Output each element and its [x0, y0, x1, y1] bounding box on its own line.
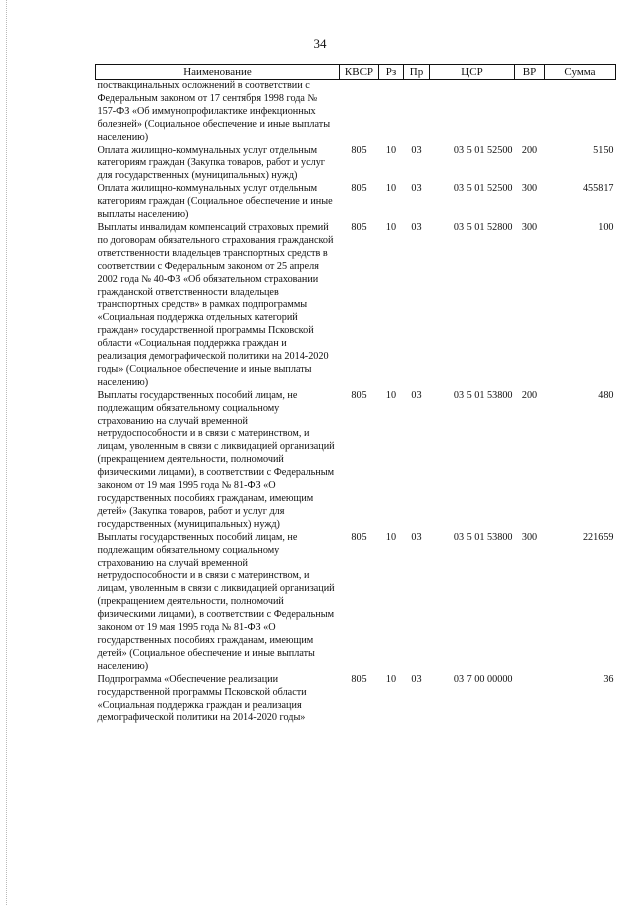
table-row [96, 80, 616, 145]
budget-table [95, 64, 616, 725]
row-csr: 03 5 01 53800 [453, 389, 513, 401]
row-name: Оплата жилищно-коммунальных услуг отдельным категориям граждан (Закупка товаров, работ и услуг для государственных (муниципальных) нужд) [97, 144, 325, 182]
row-pr: 03 [411, 673, 422, 685]
header-sum: Сумма [545, 65, 616, 80]
row-kvsr: 805 [351, 144, 367, 156]
row-rz [379, 80, 404, 145]
row-kvsr: 805 [351, 183, 367, 195]
row-sum: 5150 [593, 144, 614, 156]
scan-edge-line [6, 0, 7, 905]
row-csr: 03 7 00 00000 [453, 673, 513, 685]
row-kvsr [340, 80, 379, 145]
row-vr: 300 [521, 221, 538, 233]
row-rz: 10 [385, 221, 397, 233]
row-sum: 100 [598, 221, 614, 233]
row-pr: 03 [411, 389, 422, 401]
header-name: Наименование [96, 65, 340, 80]
header-vr: ВР [515, 65, 545, 80]
table-row [96, 183, 616, 222]
row-rz: 10 [385, 531, 397, 543]
table-row [96, 674, 616, 726]
page-number: 34 [313, 36, 327, 51]
row-rz: 10 [385, 183, 397, 195]
row-vr: 200 [521, 389, 538, 401]
row-sum: 36 [603, 673, 614, 685]
row-kvsr: 805 [351, 389, 367, 401]
header-kvsr: КВСР [340, 65, 379, 80]
table-row [96, 390, 616, 532]
row-vr: 300 [521, 183, 538, 195]
row-vr: 300 [521, 531, 538, 543]
row-csr: 03 5 01 52500 [453, 183, 513, 195]
row-vr [515, 80, 545, 145]
row-pr: 03 [411, 144, 422, 156]
row-vr: 200 [521, 144, 538, 156]
header-pr: Пр [404, 65, 430, 80]
table-row [96, 222, 616, 390]
row-rz: 10 [385, 389, 397, 401]
row-pr: 03 [411, 531, 422, 543]
row-name: Подпрограмма «Обеспечение реализации государственной программы Псковской области «Социальная поддержка граждан и реализация демографической политики на 2014-2020 годы» [97, 673, 307, 724]
row-sum [545, 80, 616, 145]
row-rz: 10 [385, 144, 397, 156]
header-rz: Рз [379, 65, 404, 80]
row-csr: 03 5 01 52500 [453, 144, 513, 156]
row-name: Выплаты государственных пособий лицам, не подлежащим обязательному социальному страхованию на случай временной нетрудоспособности и в связи с материнством, и лицам, уволенным в связи с ликвидацией организаций (прекращением деятельности, полномочий физическими лицами), в соответствии с Федеральным законом от 19 мая 1995 года № 81-ФЗ «О государственных пособиях гражданам, имеющим детей» (Социальное обеспечение и иные выплаты населению) [97, 531, 335, 672]
table-header-row [96, 65, 616, 80]
table-row [96, 532, 616, 674]
row-csr [430, 80, 515, 145]
row-rz: 10 [385, 673, 397, 685]
row-pr [404, 80, 430, 145]
row-name: Выплаты инвалидам компенсаций страховых премий по договорам обязательного страхования гражданской ответственности владельцев транспортных средств в соответствии с Федеральным законом от 25 апреля 2002 года № 40-ФЗ «Об обязательном страховании гражданской ответственности владельцев транспортных средств» в рамках подпрограммы «Социальная поддержка отдельных категорий граждан» государственной программы Псковской области «Социальная поддержка граждан и реализация демографической политики на 2014-2020 годы» (Социальное обеспечение и иные выплаты населению) [97, 221, 334, 388]
row-kvsr: 805 [351, 221, 367, 233]
row-name: Выплаты государственных пособий лицам, не подлежащим обязательному социальному страхованию на случай временной нетрудоспособности и в связи с материнством, и лицам, уволенным в связи с ликвидацией организаций (прекращением деятельности, полномочий физическими лицами), в соответствии с Федеральным законом от 19 мая 1995 года № 81-ФЗ «О государственных пособиях гражданам, имеющим детей» (Закупка товаров, работ и услуг для государственных (муниципальных) нужд) [97, 389, 335, 530]
row-sum: 221659 [582, 531, 614, 543]
row-kvsr: 805 [351, 673, 367, 685]
row-pr: 03 [411, 183, 422, 195]
row-csr: 03 5 01 53800 [453, 531, 513, 543]
row-name: поствакцинальных осложнений в соответствии с Федеральным законом от 17 сентября 1998 года № 157-ФЗ «Об иммунопрофилактике инфекционных болезней» (Социальное обеспечение и иные выплаты населению) [97, 80, 331, 143]
row-name: Оплата жилищно-коммунальных услуг отдельным категориям граждан (Социальное обеспечение и иные выплаты населению) [97, 183, 333, 221]
row-kvsr: 805 [351, 531, 367, 543]
header-csr: ЦСР [430, 65, 515, 80]
row-sum: 480 [598, 389, 614, 401]
table-row [96, 145, 616, 184]
row-vr [515, 674, 545, 726]
row-pr: 03 [411, 221, 422, 233]
row-sum: 455817 [582, 183, 614, 195]
row-csr: 03 5 01 52800 [453, 221, 513, 233]
